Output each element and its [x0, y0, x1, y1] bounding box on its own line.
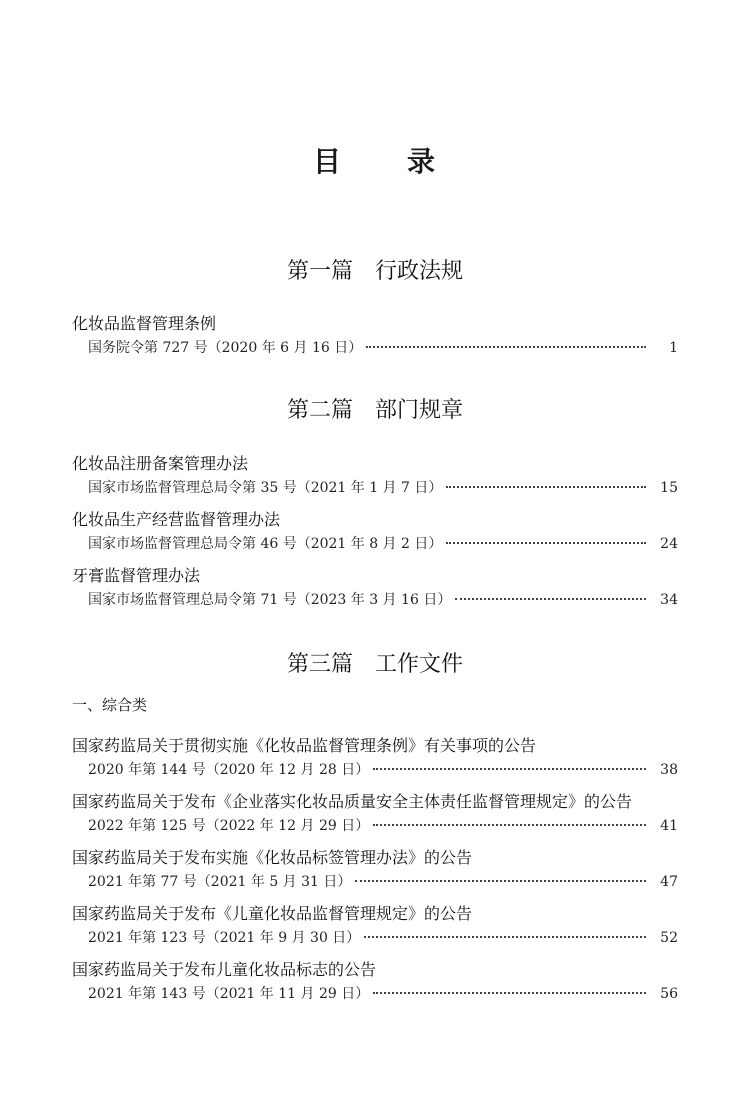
part-name: 行政法规 [375, 259, 464, 284]
leader-dots [373, 768, 646, 770]
entry-line[interactable] [72, 815, 678, 837]
part-number: 第三篇 [286, 652, 353, 677]
page-number: 1 [669, 340, 678, 356]
leader-dots [373, 992, 646, 994]
entry-subtitle: 2021 年第 143 号（2021 年 11 月 29 日） [88, 986, 370, 1002]
toc-title [0, 140, 750, 180]
leader-dots [364, 936, 646, 938]
page-number: 15 [660, 480, 678, 496]
entry-subtitle: 国家市场监督管理总局令第 46 号（2021 年 8 月 2 日） [88, 536, 443, 552]
entry-title[interactable]: 国家药监局关于发布《企业落实化妆品质量安全主体责任监督管理规定》的公告 [72, 792, 633, 811]
page-number: 52 [660, 930, 678, 946]
page-number: 38 [660, 762, 678, 778]
part-heading-1 [0, 254, 750, 285]
entry-subtitle: 国家市场监督管理总局令第 35 号（2021 年 1 月 7 日） [88, 480, 443, 496]
entry-title[interactable]: 化妆品生产经营监督管理办法 [72, 510, 281, 529]
entry-line[interactable] [72, 589, 678, 611]
part-name: 部门规章 [375, 398, 464, 423]
entry-title[interactable]: 化妆品注册备案管理办法 [72, 454, 249, 473]
entry-line[interactable] [72, 337, 678, 359]
part-number: 第一篇 [286, 259, 353, 284]
entry-subtitle: 2020 年第 144 号（2020 年 12 月 28 日） [88, 762, 370, 778]
category-heading: 一、综合类 [72, 696, 148, 714]
entry-subtitle: 2021 年第 123 号（2021 年 9 月 30 日） [88, 930, 361, 946]
entry-line[interactable] [72, 871, 678, 893]
entry-subtitle: 国家市场监督管理总局令第 71 号（2023 年 3 月 16 日） [88, 592, 452, 608]
entry-subtitle: 2021 年第 77 号（2021 年 5 月 31 日） [88, 874, 352, 890]
part-name: 工作文件 [375, 652, 464, 677]
page-number: 24 [660, 536, 678, 552]
entry-line[interactable] [72, 759, 678, 781]
entry-subtitle: 2022 年第 125 号（2022 年 12 月 29 日） [88, 818, 370, 834]
entry-line[interactable] [72, 533, 678, 555]
page-number: 41 [660, 818, 678, 834]
entry-title[interactable]: 牙膏监督管理办法 [72, 566, 201, 585]
leader-dots [355, 880, 646, 882]
part-heading-2 [0, 393, 750, 424]
leader-dots [373, 824, 646, 826]
page-number: 56 [660, 986, 678, 1002]
part-number: 第二篇 [286, 398, 353, 423]
entry-line[interactable] [72, 983, 678, 1005]
entry-title[interactable]: 国家药监局关于发布儿童化妆品标志的公告 [72, 960, 377, 979]
toc-title-char-1: 目 [312, 145, 343, 178]
entry-title[interactable]: 国家药监局关于发布《儿童化妆品监督管理规定》的公告 [72, 904, 473, 923]
leader-dots [455, 598, 646, 600]
entry-line[interactable] [72, 927, 678, 949]
page-number: 34 [660, 592, 678, 608]
entry-title[interactable]: 国家药监局关于贯彻实施《化妆品监督管理条例》有关事项的公告 [72, 736, 537, 755]
leader-dots [446, 542, 646, 544]
entry-line[interactable] [72, 477, 678, 499]
part-heading-3 [0, 647, 750, 678]
toc-title-char-2: 录 [407, 145, 438, 178]
leader-dots [366, 346, 646, 348]
leader-dots [446, 486, 646, 488]
entry-title[interactable]: 国家药监局关于发布实施《化妆品标签管理办法》的公告 [72, 848, 473, 867]
entry-title[interactable]: 化妆品监督管理条例 [72, 314, 217, 333]
entry-subtitle: 国务院令第 727 号（2020 年 6 月 16 日） [88, 340, 363, 356]
page-number: 47 [660, 874, 678, 890]
